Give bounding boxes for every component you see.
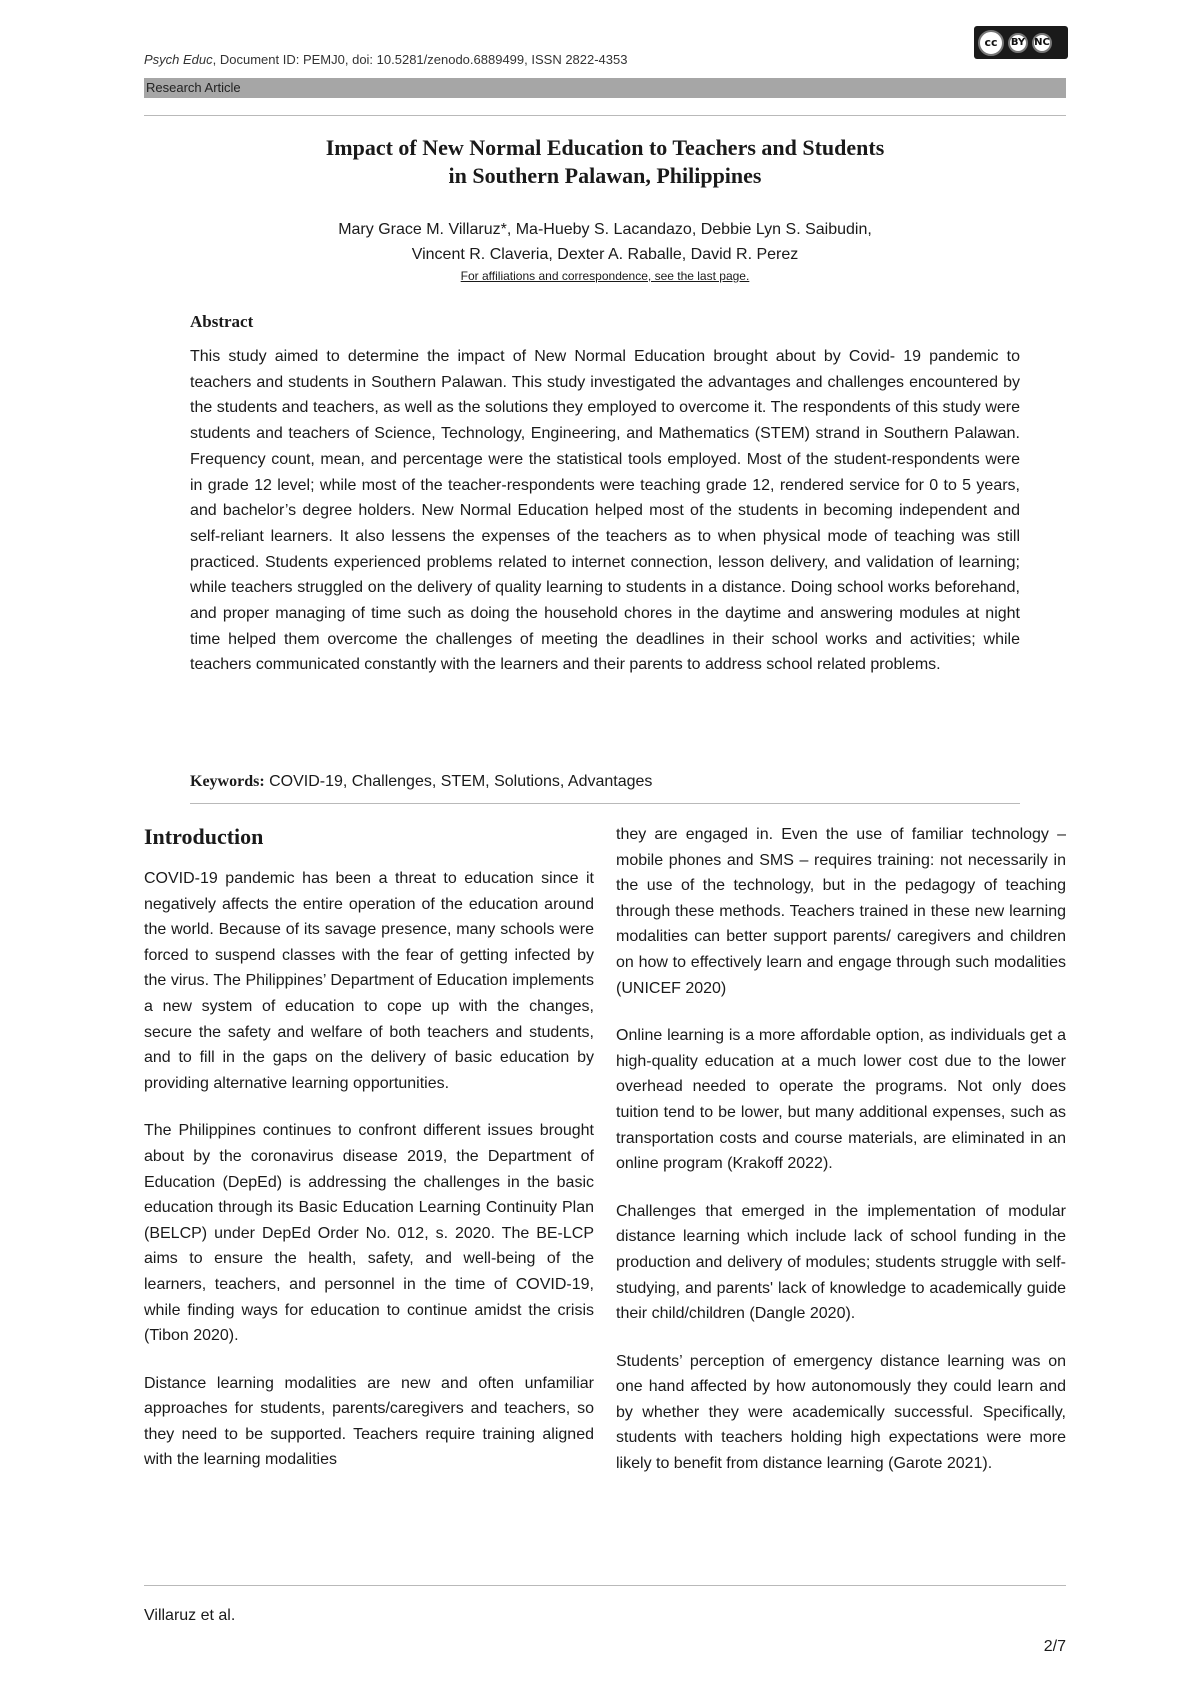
footer-authors: Villaruz et al. <box>144 1607 236 1624</box>
author-list <box>144 217 1066 267</box>
left-column <box>144 866 594 1495</box>
intro-paragraph: Online learning is a more affordable option, as individuals get a high-quality education at a much lower cost due to the lower overhead needed to operate the programs. Not only does tuition tend to be lower, but many additional expenses, such as transportation costs and course materials, are eliminated in an online program (Krakoff 2022). <box>616 1027 1066 1173</box>
cc-nc-icon: NC <box>1032 33 1052 53</box>
keywords-line <box>190 773 652 791</box>
creative-commons-badge[interactable] <box>974 26 1068 59</box>
abstract-heading: Abstract <box>190 312 254 331</box>
journal-citation-line <box>144 52 627 67</box>
introduction-heading: Introduction <box>144 824 264 849</box>
title-line-1: Impact of New Normal Education to Teachers and Students <box>325 135 885 160</box>
header-divider <box>144 115 1066 116</box>
right-column <box>616 822 1066 1499</box>
intro-paragraph: Distance learning modalities are new and often unfamiliar approaches for students, parents/caregivers and teachers, so they need to be supported. Teachers require training aligned with the learning modalities <box>144 1374 594 1469</box>
journal-details: , Document ID: PEMJ0, doi: 10.5281/zenodo.6889499, ISSN 2822-4353 <box>212 52 628 67</box>
intro-paragraph: The Philippines continues to confront different issues brought about by the coronavirus disease 2019, the Department of Education (DepEd) is addressing the challenges in the basic education through its Basic Education Learning Continuity Plan (BELCP) under DepEd Order No. 012, s. 2020. The BE-LCP aims to ensure the health, safety, and well-being of the learners, teachers, and personnel in the time of COVID-19, while finding ways for education to continue amidst the crisis (Tibon 2020). <box>144 1122 594 1345</box>
authors-line-2: Vincent R. Claveria, Dexter A. Raballe, David R. Perez <box>411 246 799 263</box>
intro-paragraph: Students’ perception of emergency distance learning was on one hand affected by how autonomously they could learn and by whether they were academically successful. Specifically, students with teachers holding high expectations were more likely to benefit from distance learning (Garote 2021). <box>616 1352 1066 1473</box>
journal-name: Psych Educ <box>144 52 213 67</box>
title-line-2: in Southern Palawan, Philippines <box>448 163 762 188</box>
page-number: 2/7 <box>1043 1638 1066 1655</box>
affiliation-note: For affiliations and correspondence, see the last page. <box>460 269 750 283</box>
abstract-body: This study aimed to determine the impact of New Normal Education brought about by Covid- 19 pandemic to teachers and students in Southern Palawan. This study investigated the advantages and challenges encountered by the students and teachers, as well as the solutions they employed to overcome it. The respondents of this study were students and teachers of Science, Technology, Engineering, and Mathematics (STEM) strand in Southern Palawan. Frequency count, mean, and percentage were the statistical tools employed. Most of the student-respondents were in grade 12 level; while most of the teacher-respondents were teaching grade 12, rendered service for 0 to 5 years, and bachelor’s degree holders. New Normal Education helped most of the students in becoming independent and self-reliant learners. It also lessens the expenses of the teachers as to when physical mode of teaching was still practiced. Students experienced problems related to internet connection, lesson delivery, and validation of learning; while teachers struggled on the delivery of quality learning to students in a distance. Doing school works beforehand, and proper managing of time such as doing the household chores in the daytime and answering modules at night time helped them overcome the challenges of meeting the deadlines in their school works and activities; while teachers communicated constantly with the learners and their parents to address school related problems. <box>190 348 1020 674</box>
intro-paragraph: Challenges that emerged in the implementation of modular distance learning which include lack of school funding in the production and delivery of modules; students struggle with self- studying, and parents' lack of knowledge to academically guide their child/children (Dangle 2020). <box>616 1202 1066 1323</box>
footer-divider <box>144 1585 1066 1586</box>
keywords-list: COVID-19, Challenges, STEM, Solutions, Advantages <box>264 773 653 790</box>
intro-paragraph: they are engaged in. Even the use of familiar technology – mobile phones and SMS – requires training: not necessarily in the use of the technology, but in the pedagogy of teaching through these methods. Teachers trained in these new learning modalities can better support parents/ caregivers and children on how to effectively learn and engage through such modalities (UNICEF 2020) <box>616 826 1066 997</box>
article-category-bar: Research Article <box>144 78 1066 98</box>
keywords-label: Keywords: <box>190 773 265 790</box>
intro-paragraph: COVID-19 pandemic has been a threat to education since it negatively affects the entire operation of the education around the world. Because of its savage presence, many schools were forced to suspend classes with the fear of getting infected by the virus. The Philippines’ Department of Education implements a new system of education to cope up with the changes, secure the safety and welfare of both teachers and students, and to fill in the gaps on the delivery of basic education by providing alternative learning opportunities. <box>144 870 594 1092</box>
authors-line-1: Mary Grace M. Villaruz*, Ma-Hueby S. Lacandazo, Debbie Lyn S. Saibudin, <box>338 221 872 238</box>
article-title <box>144 134 1066 190</box>
cc-icon: cc <box>978 30 1004 56</box>
abstract-divider <box>190 803 1020 804</box>
cc-by-icon: BY <box>1008 33 1028 53</box>
